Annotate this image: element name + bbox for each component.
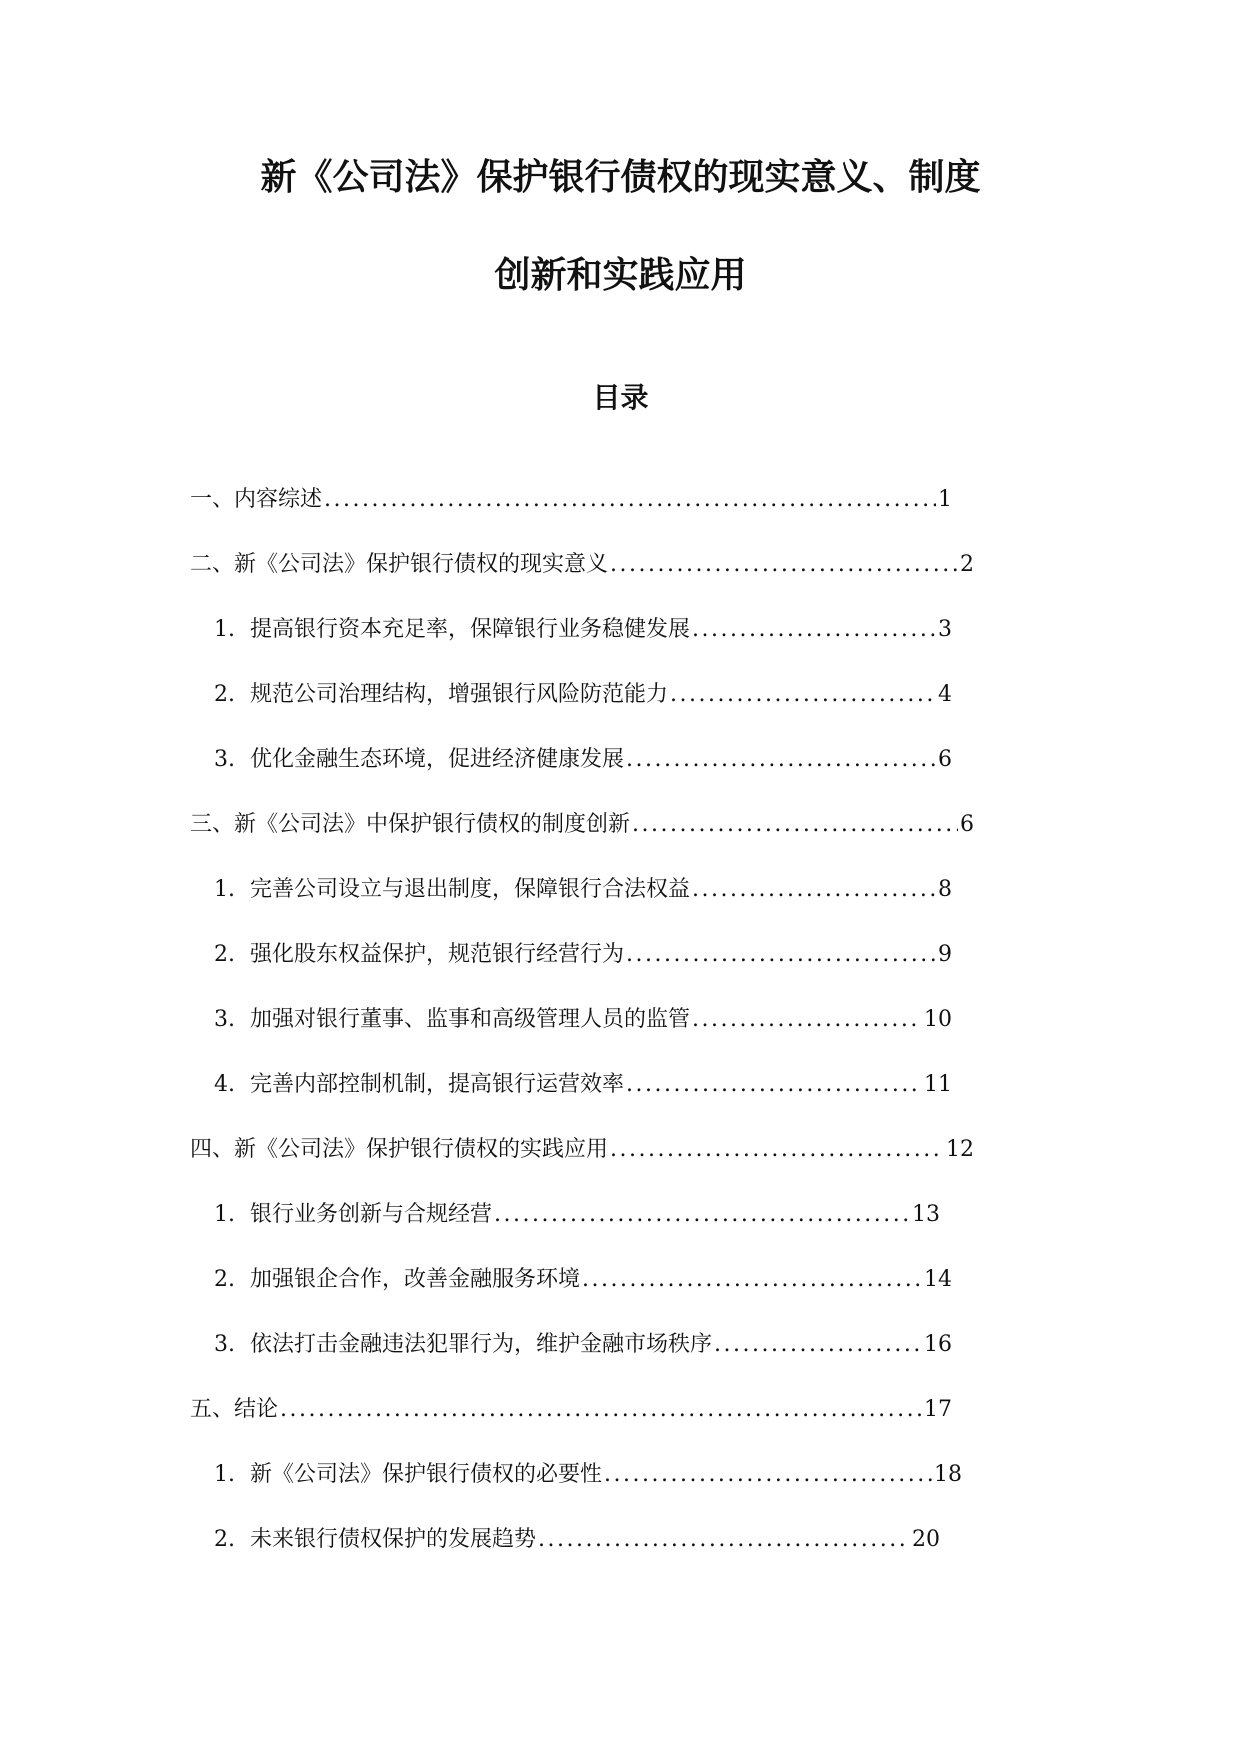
toc-entry-text: 依法打击金融违法犯罪行为，维护金融市场秩序 xyxy=(250,1332,713,1357)
toc-entry[interactable] xyxy=(214,745,952,775)
toc-entry-text: 提高银行资本充足率，保障银行业务稳健发展 xyxy=(250,617,691,642)
toc-entry-page: 13 xyxy=(912,1202,940,1227)
toc-entry-page: 6 xyxy=(938,747,952,772)
toc-entry[interactable] xyxy=(214,1330,952,1360)
toc-entry-number: 2. xyxy=(214,942,235,967)
toc-entry-text: 优化金融生态环境，促进经济健康发展 xyxy=(250,747,625,772)
toc-entry[interactable] xyxy=(190,1395,952,1425)
toc-entry-number: 2. xyxy=(214,682,235,707)
toc-entry-page: 14 xyxy=(924,1267,952,1292)
toc-leader-dots xyxy=(324,485,936,515)
toc-leader-dots xyxy=(610,550,958,580)
toc-entry-number: 3. xyxy=(214,747,235,772)
toc-entry-number: 2. xyxy=(214,1527,235,1552)
toc-entry[interactable] xyxy=(214,1525,940,1555)
toc-entry[interactable] xyxy=(190,550,974,580)
toc-entry-text: 新《公司法》保护银行债权的必要性 xyxy=(250,1462,603,1487)
toc-entry[interactable] xyxy=(190,810,974,840)
toc-entry-page: 9 xyxy=(938,942,952,967)
toc-entry-text: 二、新《公司法》保护银行债权的现实意义 xyxy=(190,552,609,577)
toc-entry-text: 五、结论 xyxy=(190,1397,279,1422)
toc-entry-text: 规范公司治理结构，增强银行风险防范能力 xyxy=(250,682,669,707)
toc-entry-text: 三、新《公司法》中保护银行债权的制度创新 xyxy=(190,812,631,837)
toc-entry-number: 1. xyxy=(214,877,235,902)
toc-entry[interactable] xyxy=(214,1070,952,1100)
toc-entry-page: 17 xyxy=(924,1397,952,1422)
toc-leader-dots xyxy=(626,745,936,775)
toc-entry[interactable] xyxy=(214,1265,952,1295)
toc-entry-number: 2. xyxy=(214,1267,235,1292)
toc-entry-text: 完善公司设立与退出制度，保障银行合法权益 xyxy=(250,877,691,902)
toc-entry-page: 11 xyxy=(924,1072,952,1097)
toc-leader-dots xyxy=(280,1395,922,1425)
toc-entry-number: 1. xyxy=(214,1202,235,1227)
toc-leader-dots xyxy=(632,810,958,840)
toc-entry[interactable] xyxy=(214,1005,952,1035)
toc-entry-page: 4 xyxy=(938,682,952,707)
document-title-line-2: 创新和实践应用 xyxy=(494,254,747,296)
toc-entry-number: 4. xyxy=(214,1072,235,1097)
toc-entry-number: 1. xyxy=(214,1462,235,1487)
toc-leader-dots xyxy=(582,1265,922,1295)
toc-entry-text: 完善内部控制机制，提高银行运营效率 xyxy=(250,1072,625,1097)
toc-heading: 目录 xyxy=(592,381,649,414)
toc-entry-text: 一、内容综述 xyxy=(190,487,323,512)
toc-leader-dots xyxy=(626,1070,922,1100)
toc-leader-dots xyxy=(692,875,936,905)
toc-entry[interactable] xyxy=(214,940,952,970)
toc-entry-text: 强化股东权益保护，规范银行经营行为 xyxy=(250,942,625,967)
toc-entry-text: 四、新《公司法》保护银行债权的实践应用 xyxy=(190,1137,609,1162)
toc-leader-dots xyxy=(610,1135,944,1165)
toc-leader-dots xyxy=(692,1005,922,1035)
toc-entry-page: 2 xyxy=(960,552,974,577)
toc-entry[interactable] xyxy=(190,1135,974,1165)
toc-entry[interactable] xyxy=(214,680,952,710)
toc-entry-page: 6 xyxy=(960,812,974,837)
toc-leader-dots xyxy=(494,1200,910,1230)
toc-leader-dots xyxy=(670,680,936,710)
document-title-line-1: 新《公司法》保护银行债权的现实意义、制度 xyxy=(260,156,981,198)
toc-entry-page: 16 xyxy=(924,1332,952,1357)
toc-entry[interactable] xyxy=(214,615,952,645)
toc-entry-number: 3. xyxy=(214,1332,235,1357)
toc-entry-text: 银行业务创新与合规经营 xyxy=(250,1202,493,1227)
toc-entry[interactable] xyxy=(214,1200,940,1230)
toc-entry-text: 未来银行债权保护的发展趋势 xyxy=(250,1527,537,1552)
toc-entry[interactable] xyxy=(190,485,952,515)
toc-entry-page: 1 xyxy=(938,487,952,512)
toc-entry[interactable] xyxy=(214,875,952,905)
toc-entry-page: 12 xyxy=(946,1137,974,1162)
toc-entry-page: 8 xyxy=(938,877,952,902)
toc-leader-dots xyxy=(604,1460,932,1490)
toc-entry-number: 1. xyxy=(214,617,235,642)
toc-leader-dots xyxy=(714,1330,922,1360)
toc-entry-page: 20 xyxy=(912,1527,940,1552)
toc-leader-dots xyxy=(538,1525,910,1555)
toc-entry-number: 3. xyxy=(214,1007,235,1032)
toc-entry[interactable] xyxy=(214,1460,962,1490)
toc-entry-text: 加强对银行董事、监事和高级管理人员的监管 xyxy=(250,1007,691,1032)
toc-leader-dots xyxy=(626,940,936,970)
toc-entry-page: 18 xyxy=(934,1462,962,1487)
toc-entry-text: 加强银企合作，改善金融服务环境 xyxy=(250,1267,581,1292)
toc-leader-dots xyxy=(692,615,936,645)
toc-entry-page: 10 xyxy=(924,1007,952,1032)
toc-entry-page: 3 xyxy=(938,617,952,642)
